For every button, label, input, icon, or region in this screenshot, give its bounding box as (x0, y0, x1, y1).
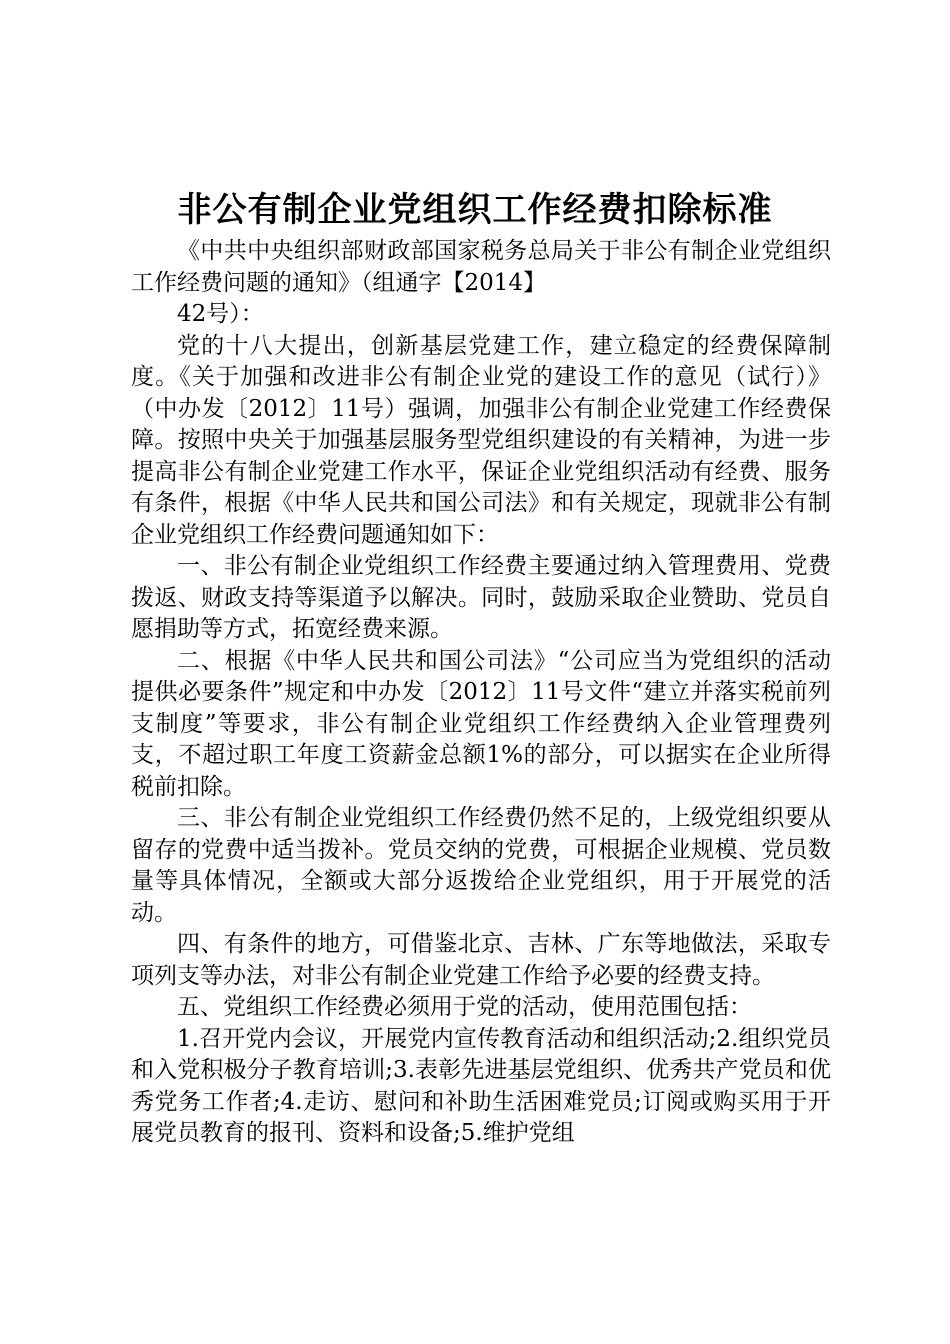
document-body (131, 236, 831, 1150)
paragraph-item-4: 四、有条件的地方，可借鉴北京、吉林、广东等地做法，采取专项列支等办法，对非公有制企业党建工作给予必要的经费支持。 (131, 931, 831, 989)
paragraph-item-3: 三、非公有制企业党组织工作经费仍然不足的，上级党组织要从留存的党费中适当拨补。党员交纳的党费，可根据企业规模、党员数量等具体情况，全额或大部分返拨给企业党组织，用于开展党的活动。 (131, 805, 831, 926)
paragraph-item-5: 五、党组织工作经费必须用于党的活动，使用范围包括： (177, 994, 752, 1020)
paragraph-usage-list: 1.召开党内会议，开展党内宣传教育活动和组织活动;2.组织党员和入党积极分子教育培训;3.表彰先进基层党组织、优秀共产党员和优秀党务工作者;4.走访、慰问和补助生活困难党员;订阅或购买用于开展党员教育的报刊、资料和设备;5.维护党组 (131, 1025, 831, 1146)
paragraph-intro: 党的十八大提出，创新基层党建工作，建立稳定的经费保障制度。《关于加强和改进非公有制企业党的建设工作的意见（试行）》（中办发〔2012〕11号）强调，加强非公有制企业党建工作经费保障。按照中央关于加强基层服务型党组织建设的有关精神，为进一步提高非公有制企业党建工作水平，保证企业党组织活动有经费、服务有条件，根据《中华人民共和国公司法》和有关规定，现就非公有制企业党组织工作经费问题通知如下： (131, 332, 831, 548)
paragraph-notice-name: 《中共中央组织部财政部国家税务总局关于非公有制企业党组织工作经费问题的通知》（组通字【2014】 (131, 238, 831, 296)
paragraph-notice-number: 42号）： (177, 301, 264, 327)
paragraph-item-1: 一、非公有制企业党组织工作经费主要通过纳入管理费用、党费拨返、财政支持等渠道予以解决。同时，鼓励采取企业赞助、党员自愿捐助等方式，拓宽经费来源。 (131, 553, 831, 642)
paragraph-item-2: 二、根据《中华人民共和国公司法》“公司应当为党组织的活动提供必要条件”规定和中办发〔2012〕11号文件“建立并落实税前列支制度”等要求，非公有制企业党组织工作经费纳入企业管理费列支，不超过职工年度工资薪金总额1%的部分，可以据实在企业所得税前扣除。 (131, 647, 831, 800)
document-title: 非公有制企业党组织工作经费扣除标准 (177, 190, 773, 230)
